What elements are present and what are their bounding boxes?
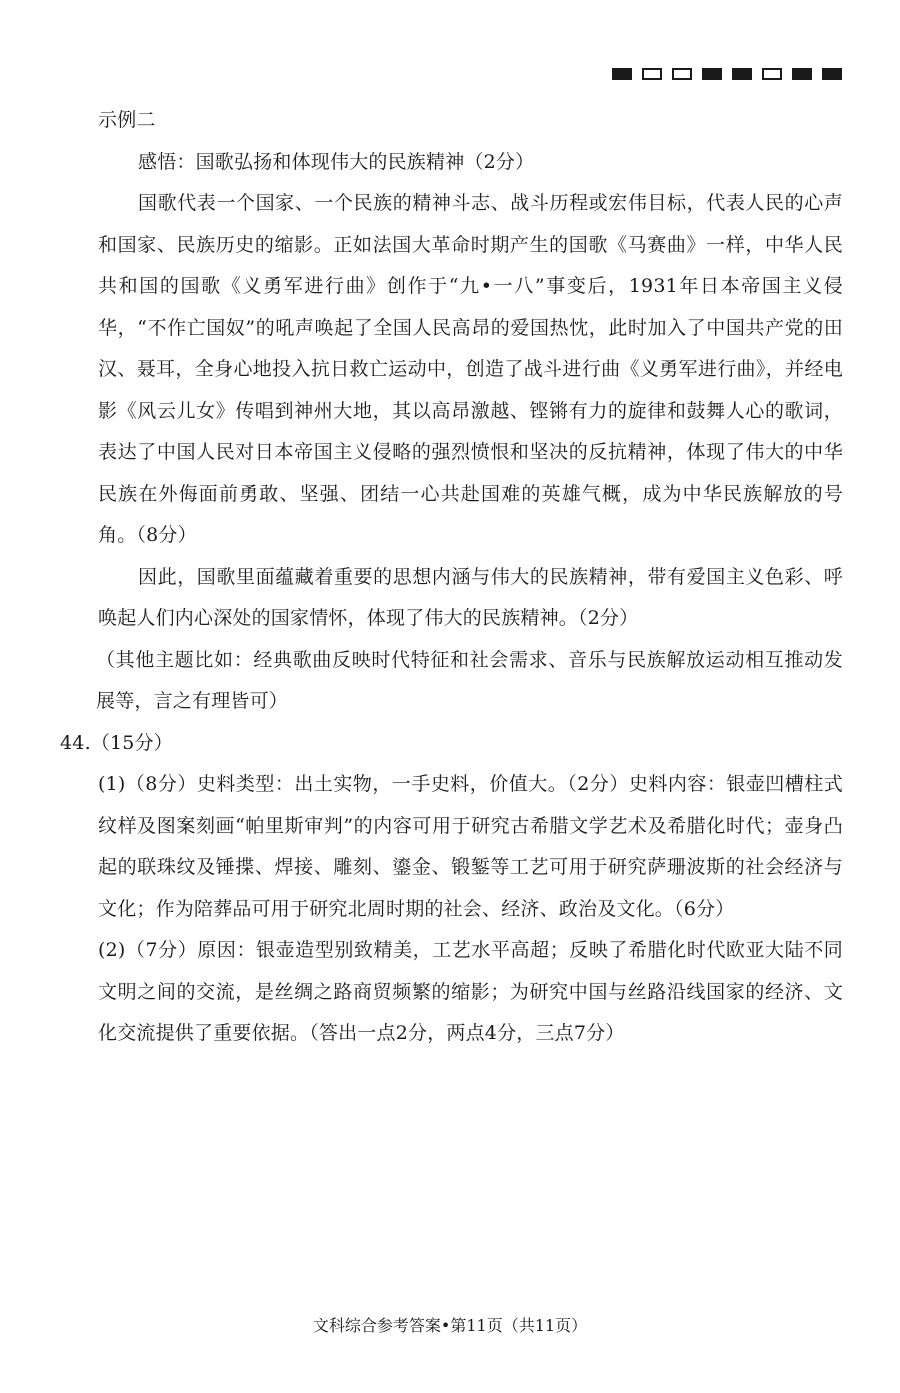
- other-themes-note: （其他主题比如：经典歌曲反映时代特征和社会需求、音乐与民族解放运动相互推动发展等，言之有理皆可）: [96, 648, 843, 712]
- registration-mark: [822, 68, 842, 80]
- header-registration-marks: [612, 68, 842, 80]
- question-44-title: [60, 723, 843, 765]
- example-body-paragraph: 国歌代表一个国家、一个民族的精神斗志、战斗历程或宏伟目标，代表人民的心声和国家、民族历史的缩影。正如法国大革命时期产生的国歌《马赛曲》一样，中华人民共和国的国歌《义勇军进行曲》创作于“九•一八”事变后，1931年日本帝国主义侵华，“不作亡国奴”的吼声唤起了全国人民高昂的爱国热忱，此时加入了中国共产党的田汉、聂耳，全身心地投入抗日救亡运动中，创造了战斗进行曲《义勇军进行曲》，并经电影《风云儿女》传唱到神州大地，其以高昂激越、铿锵有力的旋律和鼓舞人心的歌词，表达了中国人民对日本帝国主义侵略的强烈愤恨和坚决的反抗精神，体现了伟大的中华民族在外侮面前勇敢、坚强、团结一心共赴国难的英雄气概，成为中华民族解放的号角。（8分）: [98, 192, 843, 546]
- question-44-part-1: (1)（8分）史料类型：出土实物，一手史料，价值大。（2分）史料内容：银壶凹槽柱式纹样及图案刻画“帕里斯审判”的内容可用于研究古希腊文学艺术及希腊化时代；壶身凸起的联珠纹及锤揲、焊接、雕刻、鎏金、锻錾等工艺可用于研究萨珊波斯的社会经济与文化；作为陪葬品可用于研究北周时期的社会、经济、政治及文化。（6分）: [98, 773, 843, 920]
- registration-mark: [702, 68, 722, 80]
- registration-mark: [762, 68, 782, 80]
- example-heading: 示例二: [98, 109, 156, 131]
- registration-mark: [732, 68, 752, 80]
- question-44-part-2: (2)（7分）原因：银壶造型别致精美，工艺水平高超；反映了希腊化时代欧亚大陆不同文明之间的交流，是丝绸之路商贸频繁的缩影；为研究中国与丝路沿线国家的经济、文化交流提供了重要依据。（答出一点2分，两点4分，三点7分）: [98, 939, 843, 1044]
- registration-mark: [672, 68, 692, 80]
- registration-mark: [642, 68, 662, 80]
- page-footer: 文科综合参考答案•第11页（共11页）: [312, 1316, 588, 1335]
- registration-mark: [792, 68, 812, 80]
- conclusion-paragraph: 因此，国歌里面蕴藏着重要的思想内涵与伟大的民族精神，带有爱国主义色彩、呼唤起人们内心深处的国家情怀，体现了伟大的民族精神。（2分）: [98, 565, 843, 629]
- registration-mark: [612, 68, 632, 80]
- question-number: 44.（15分）: [60, 731, 173, 754]
- answer-content: [60, 100, 843, 1055]
- insight-line: 感悟：国歌弘扬和体现伟大的民族精神（2分）: [138, 150, 535, 173]
